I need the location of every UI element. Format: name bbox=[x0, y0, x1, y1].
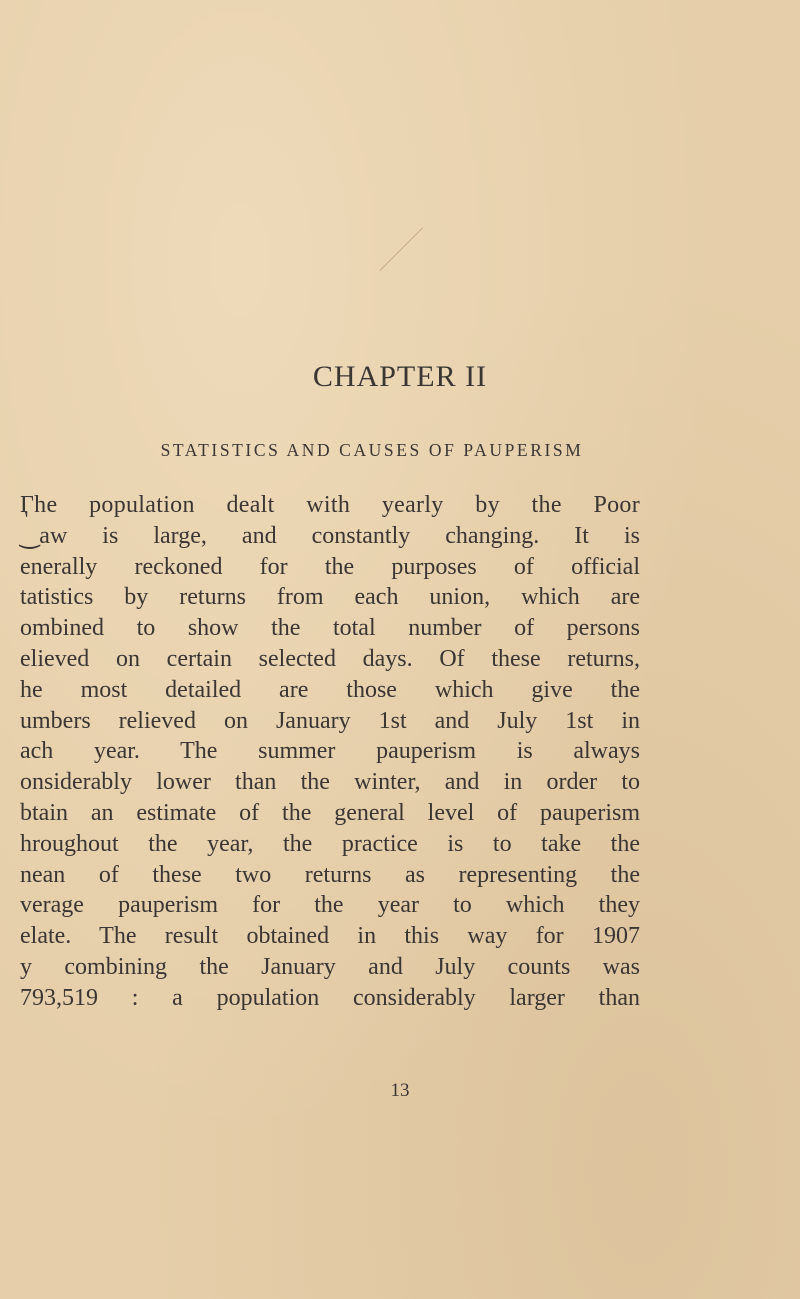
text-line: 793,519 : a population considerably larger than bbox=[20, 984, 640, 1011]
text-line: elieved on certain selected days. Of these returns, bbox=[20, 645, 640, 672]
text-line: Ӷhe population dealt with yearly by the Poor bbox=[20, 492, 640, 518]
page-number: 13 bbox=[390, 1080, 410, 1101]
text-line: ombined to show the total number of persons bbox=[20, 615, 640, 642]
text-line: y combining the January and July counts was bbox=[20, 953, 640, 980]
text-line: btain an estimate of the general level of pauperism bbox=[20, 799, 640, 826]
text-line: onsiderably lower than the winter, and in order to bbox=[20, 769, 640, 796]
text-line: hroughout the year, the practice is to take the bbox=[20, 830, 640, 857]
chapter-subtitle: STATISTICS AND CAUSES OF PAUPERISM bbox=[160, 440, 584, 460]
text-line: verage pauperism for the year to which they bbox=[20, 892, 640, 919]
body-paragraph bbox=[20, 490, 640, 1014]
text-line: nean of these two returns as representing the bbox=[20, 861, 640, 888]
text-line: elate. The result obtained in this way for 1907 bbox=[20, 923, 640, 950]
paper-crease bbox=[380, 228, 423, 271]
text-line: ‿aw is large, and constantly changing. It is bbox=[20, 522, 640, 549]
text-line: umbers relieved on January 1st and July 1st in bbox=[20, 707, 640, 734]
chapter-title: CHAPTER II bbox=[312, 360, 488, 393]
text-line: tatistics by returns from each union, which are bbox=[20, 584, 640, 611]
text-line: enerally reckoned for the purposes of official bbox=[20, 553, 640, 580]
text-line: ach year. The summer pauperism is always bbox=[20, 738, 640, 765]
text-line: he most detailed are those which give the bbox=[20, 676, 640, 703]
